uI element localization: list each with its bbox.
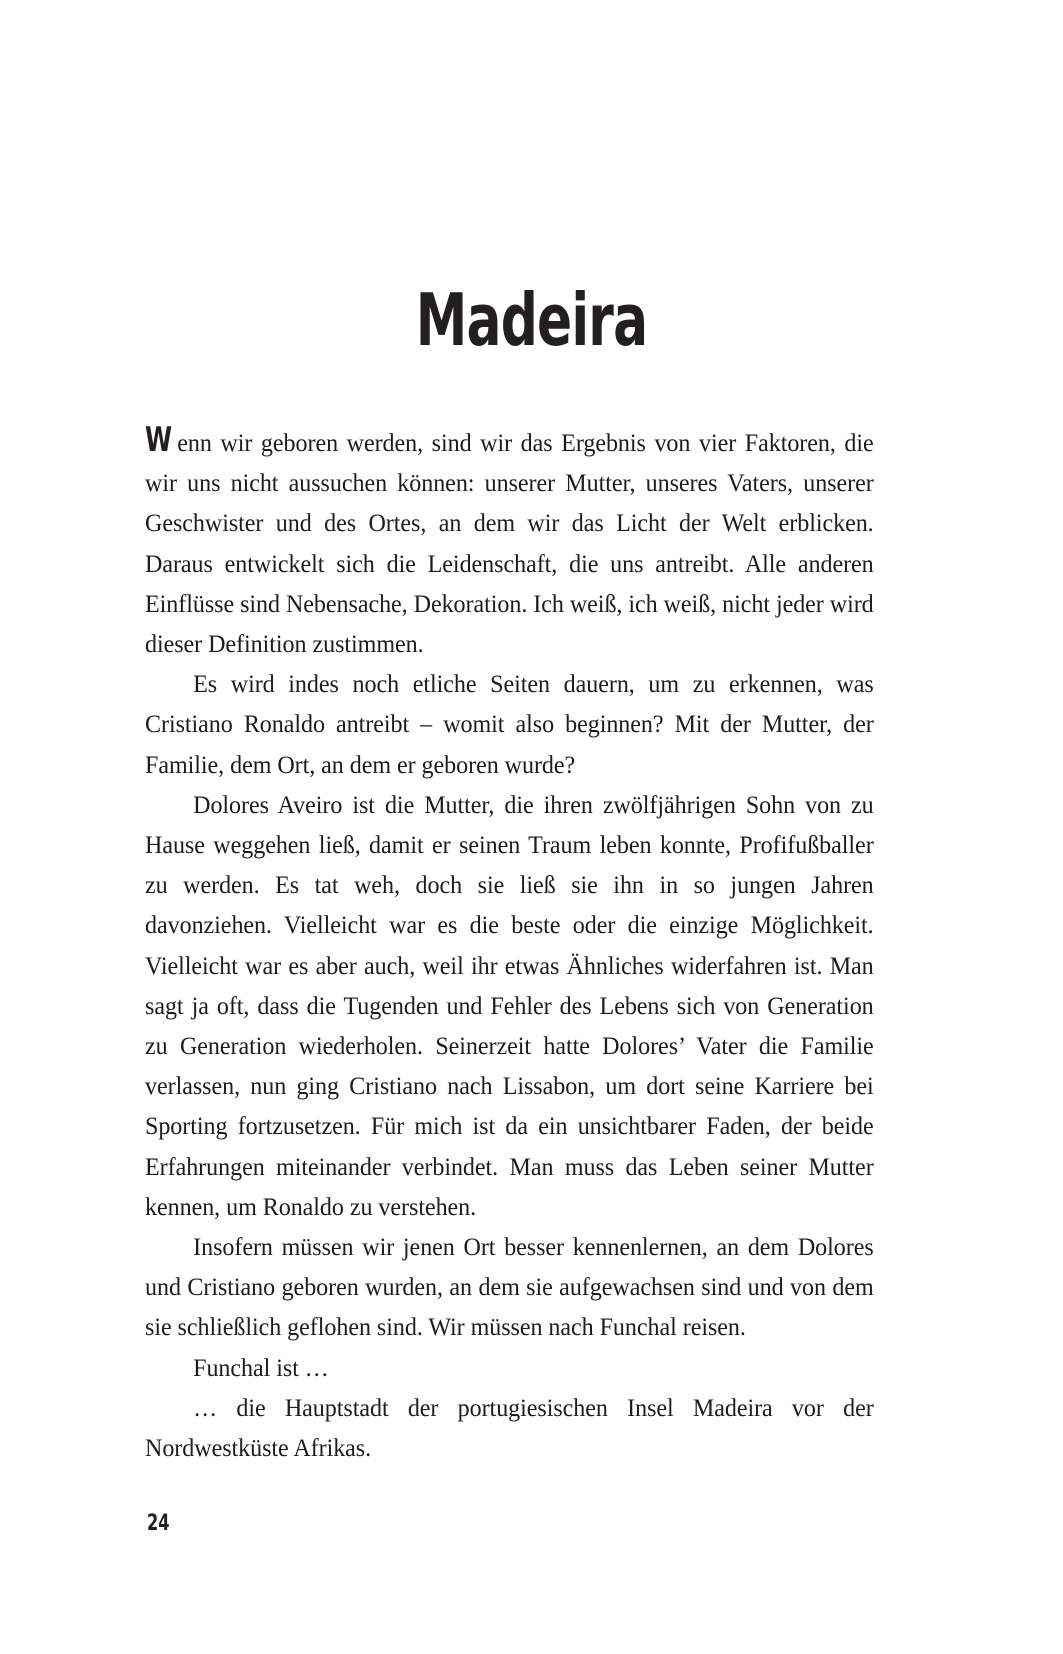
paragraph-1: W enn wir geboren werden, sind wir das Ergebnis von vier Faktoren, die wir uns nicht aussuchen können: unserer Mutter, unseres Vaters, unserer Geschwister und des Ortes, an dem wir das Licht der Welt erblicken. Daraus entwickelt sich die Leidenschaft, die uns antreibt. Alle anderen Einflüsse sind Nebensache, Dekoration. Ich weiß, ich weiß, nicht jeder wird dieser Definition zustimmen. [145,420,874,659]
paragraph-4: Insofern müssen wir jenen Ort besser kennenlernen, an dem Dolores und Cristiano geboren wurden, an dem sie aufgewachsen sind und von dem sie schließlich geflohen sind. Wir müssen nach Funchal reisen. [145,1234,874,1342]
page-number: 24 [147,1511,170,1536]
paragraph-3: Dolores Aveiro ist die Mutter, die ihren zwölfjährigen Sohn von zu Hause weggehen ließ, damit er seinen Traum leben konnte, Profifußballer zu werden. Es tat weh, doch sie ließ sie ihn in so jungen Jahren davonziehen. Vielleicht war es die beste oder die einzige Möglichkeit. Vielleicht war es aber auch, weil ihr etwas Ähnliches widerfahren ist. Man sagt ja oft, dass die Tugenden und Fehler des Lebens sich von Generation zu Generation wiederholen. Seinerzeit hatte Dolores’ Vater die Familie verlassen, nun ging Cristiano nach Lissabon, um dort seine Karriere bei Sporting fortzusetzen. Für mich ist da ein unsichtbarer Faden, der beide Erfahrungen miteinander verbindet. Man muss das Leben seiner Mutter kennen, um Ronaldo zu verstehen. [145,791,874,1221]
body-text-block [145,420,908,1469]
paragraph-2: Es wird indes noch etliche Seiten dauern, um zu erkennen, was Cristiano Ronaldo antreibt – womit also beginnen? Mit der Mutter, der Familie, dem Ort, an dem er geboren wurde? [145,671,874,779]
paragraph-5: Funchal ist … [193,1354,329,1382]
paragraph-1-text: enn wir geboren werden, sind wir das Ergebnis von vier Faktoren, die wir uns nicht aussuchen können: unserer Mutter, unseres Vaters, unserer Geschwister und des Ortes, an dem wir das Licht der Welt erblicken. Daraus entwickelt sich die Leidenschaft, die uns antreibt. Alle anderen Einflüsse sind Nebensache, Dekoration. Ich weiß, ich weiß, nicht jeder wird dieser Definition zustimmen. [145,430,874,659]
paragraph-6: … die Hauptstadt der portugiesischen Insel Madeira vor der Nordwestküste Afrikas. [145,1394,874,1463]
chapter-title: Madeira [415,278,648,363]
